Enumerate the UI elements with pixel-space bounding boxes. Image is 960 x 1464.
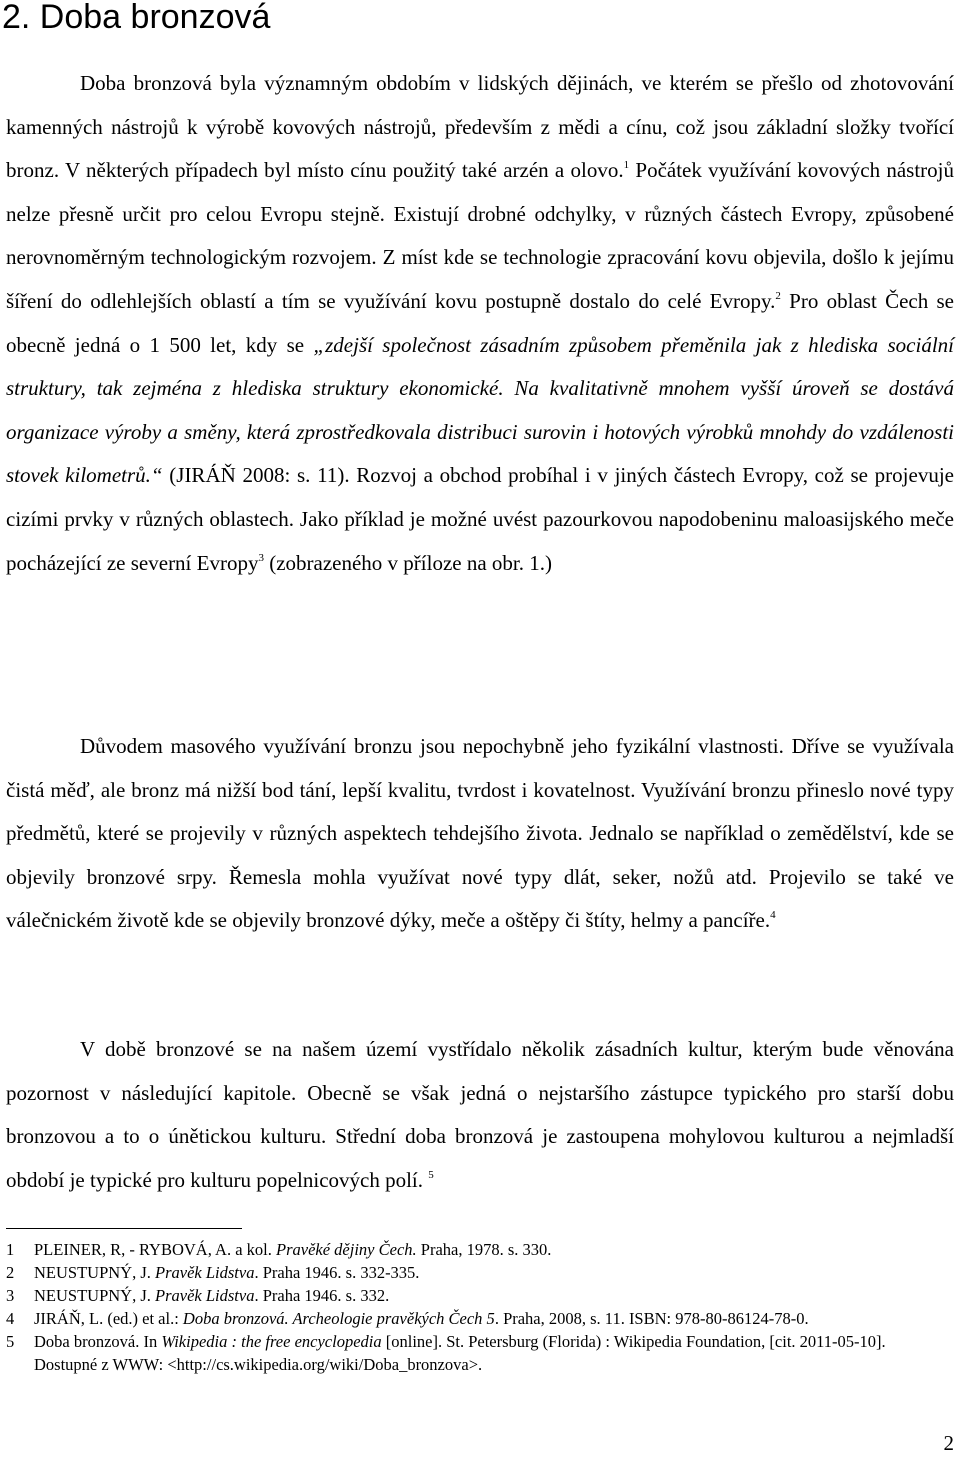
footnote-separator <box>6 1228 242 1229</box>
footnote-item <box>6 1330 926 1376</box>
footnote-title: Pravěk Lidstva <box>155 1286 255 1305</box>
footnote-ref-3[interactable]: 3 <box>258 551 264 564</box>
footnote-number: 2 <box>6 1263 15 1282</box>
footnote-text: JIRÁŇ, L. (ed.) et al.: <box>34 1309 183 1328</box>
footnote-item <box>6 1238 926 1261</box>
footnote-text: . Praha, 2008, s. 11. ISBN: 978-80-86124-78-0. <box>494 1309 809 1328</box>
page-number: 2 <box>943 1431 954 1455</box>
footnote-text: . Praha 1946. s. 332. <box>254 1286 390 1305</box>
footnotes-list <box>6 1238 926 1376</box>
footnote-ref-1[interactable]: 1 <box>623 159 630 172</box>
section-heading: 2. Doba bronzová <box>2 0 271 36</box>
footnote-number: 1 <box>6 1240 15 1259</box>
footnote-text: Doba bronzová. In <box>34 1332 162 1351</box>
paragraph-3-text: V době bronzové se na našem území vystřídalo několik zásadních kultur, kterým bude věnována pozornost v následující kapitole. Obecně se však jedná o nejstaršího zástupce typického pro starší dobu bronzovou a to o únětickou kulturu. Střední doba bronzová je zastoupena mohylovou kulturou a nejmladší období je typické pro kulturu popelnicových polí. <box>6 1037 954 1192</box>
footnote-number: 3 <box>6 1286 15 1305</box>
paragraph-1-text: Pro oblast Čech se obecně jedná o 1 500 let, kdy se <box>6 288 954 357</box>
footnote-item <box>6 1261 926 1284</box>
paragraph-2-text: Důvodem masového využívání bronzu jsou nepochybně jeho fyzikální vlastnosti. Dříve se využívala čistá měď, ale bronz má nižší bod tání, lepší kvalitu, tvrdost i kovatelnost. Využívání bronzu přineslo nové typy předmětů, které se projevily v různých aspektech tehdejšího života. Jednalo se například o zemědělství, kde se objevily bronzové srpy. Řemesla mohla využívat nové typy dlát, seker, nožů atd. Projevilo se také ve válečnickém životě kde se objevily bronzové dýky, meče a oštěpy či štíty, helmy a pancíře. <box>6 734 954 933</box>
paragraph-1-text: Počátek využívání kovových nástrojů nelze přesně určit pro celou Evropu stejně. Existují drobné odchylky, v různých částech Evropy, způsobené nerovnoměrným technologickým rozvojem. Z míst kde se technologie zpracování kovu objevila, došlo k jejímu šíření do odlehlejších oblastí a tím se využívání kovu postupně dostalo do celé Evropy. <box>6 158 955 313</box>
footnote-ref-5[interactable]: 5 <box>428 1168 434 1181</box>
paragraph-1 <box>6 62 954 585</box>
footnote-title: Wikipedia : the free encyclopedia <box>161 1332 382 1351</box>
footnote-title: Pravěké dějiny Čech. <box>276 1240 417 1259</box>
footnote-item <box>6 1307 926 1330</box>
paragraph-2 <box>6 725 954 943</box>
footnote-title: Doba bronzová. Archeologie pravěkých Čech 5 <box>182 1309 495 1328</box>
footnote-text: . Praha 1946. s. 332-335. <box>254 1263 420 1282</box>
footnote-text: Praha, 1978. s. 330. <box>416 1240 552 1259</box>
quotation: „zdejší společnost zásadním způsobem přeměnila jak z hlediska sociální struktury, tak zejména z hlediska struktury ekonomické. Na kvalitativně mnohem vyšší úroveň se dostává organizace výroby a směny, která zprostředkovala distribuci surovin i hotových výrobků mnohdy do vzdálenosti stovek kilometrů.“ <box>6 332 954 488</box>
paragraph-1-text: Doba bronzová byla významným obdobím v lidských dějinách, ve kterém se přešlo od zhotovování kamenných nástrojů k výrobě kovových nástrojů, především z mědi a cínu, což jsou základní složky tvořící bronz. V některých případech byl místo cínu použitý také arzén a olovo. <box>6 71 954 183</box>
footnote-text: PLEINER, R, - RYBOVÁ, A. a kol. <box>34 1240 277 1259</box>
footnote-text: NEUSTUPNÝ, J. <box>34 1263 156 1282</box>
paragraph-3 <box>6 1028 954 1202</box>
footnote-number: 5 <box>6 1332 15 1351</box>
footnote-text: NEUSTUPNÝ, J. <box>34 1286 156 1305</box>
footnote-text: [online]. St. Petersburg (Florida) : Wikipedia Foundation, [cit. 2011-05-10]. Dostupné z WWW: <http://cs.wikipedia.org/wiki/Doba_bronzova>. <box>34 1332 886 1374</box>
footnote-ref-2[interactable]: 2 <box>775 289 781 302</box>
paragraph-1-text: (zobrazeného v příloze na obr. 1.) <box>263 550 553 575</box>
footnote-number: 4 <box>6 1309 15 1328</box>
paragraph-1-text: (JIRÁŇ 2008: s. 11). Rozvoj a obchod probíhal i v jiných částech Evropy, což se projevuje cizími prvky v různých oblastech. Jako příklad je možné uvést pazourkovou napodobeninu maloasijského meče pocházející ze severní Evropy <box>6 463 954 575</box>
footnote-item <box>6 1284 926 1307</box>
footnote-ref-4[interactable]: 4 <box>770 909 776 922</box>
footnote-title: Pravěk Lidstva <box>155 1263 255 1282</box>
